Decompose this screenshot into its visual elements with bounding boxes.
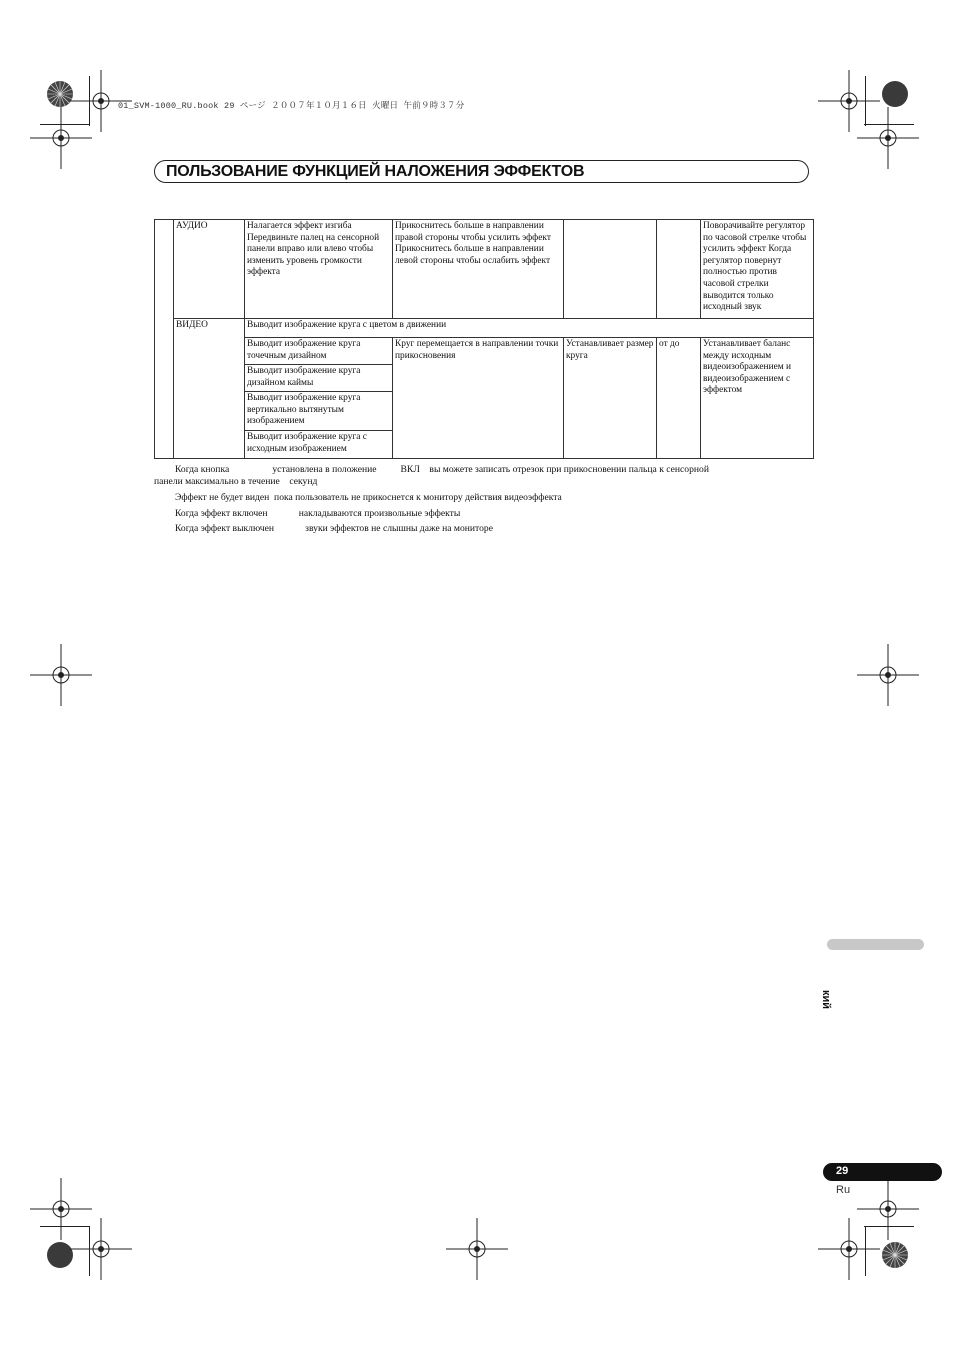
section-title-box	[154, 160, 809, 183]
note-3: Когда эффект включен накладываются произвольные эффекты	[175, 508, 461, 519]
registration-crosshair-icon	[857, 644, 919, 706]
table-cell-audio-label: АУДИО	[174, 220, 245, 319]
table-cell-video-description: Выводит изображение круга с цветом в движении	[245, 319, 814, 338]
table-cell-audio-touch: Прикоснитесь больше в направлении правой стороны чтобы усилить эффект Прикоснитесь больше в направлении левой стороны чтобы ослабить эффект	[393, 220, 564, 319]
table-row-video-sub	[155, 338, 814, 365]
table-cell-video-sub-item: Выводит изображение круга точечным дизайном	[245, 338, 393, 365]
note-1-line-2: панели максимально в течение секунд	[154, 476, 318, 487]
page-language: Ru	[836, 1184, 851, 1196]
effects-table	[154, 219, 814, 459]
table-cell-video-sub-item: Выводит изображение круга дизайном каймы	[245, 365, 393, 392]
table-cell-video-touch: Круг перемещается в направлении точки прикосновения	[393, 338, 564, 459]
table-row-audio	[155, 220, 814, 319]
table-row-video	[155, 319, 814, 338]
note-2: Эффект не будет виден пока пользователь не прикоснется к монитору действия видеоэффекта	[175, 492, 562, 503]
page-number-tab	[823, 1163, 942, 1181]
table-cell-video-param: Устанавливает размер круга	[564, 338, 657, 459]
registration-crosshair-icon	[857, 1178, 919, 1240]
note-1-line-1: Когда кнопка установлена в положение ВКЛ вы можете записать отрезок при прикосновении пальца к сенсорной	[175, 464, 709, 475]
registration-rosette-icon	[880, 1240, 910, 1270]
table-cell-video-label: ВИДЕО	[174, 319, 245, 459]
chapter-label: кий	[820, 990, 832, 1010]
registration-crosshair-icon	[30, 107, 92, 169]
table-cell-audio-range	[657, 220, 701, 319]
registration-crosshair-icon	[446, 1218, 508, 1280]
registration-crosshair-icon	[30, 644, 92, 706]
chapter-tab	[827, 939, 924, 950]
table-cell-blank	[155, 220, 174, 459]
page-number: 29	[836, 1165, 849, 1177]
table-cell-audio-description: Налагается эффект изгиба Передвиньте палец на сенсорной панели вправо или влево чтобы изменить уровень громкости эффекта	[245, 220, 393, 319]
section-title: ПОЛЬЗОВАНИЕ ФУНКЦИЕЙ НАЛОЖЕНИЯ ЭФФЕКТОВ	[166, 163, 585, 180]
table-cell-video-range: от до	[657, 338, 701, 459]
registration-dot-icon	[880, 79, 910, 109]
table-cell-video-sub-item: Выводит изображение круга с исходным изображением	[245, 431, 393, 459]
table-cell-video-knob: Устанавливает баланс между исходным видеоизображением и видеоизображением с эффектом	[701, 338, 814, 459]
table-cell-audio-knob: Поворачивайте регулятор по часовой стрелке чтобы усилить эффект Когда регулятор повернут полностью против часовой стрелки выводится только исходный звук	[701, 220, 814, 319]
registration-crosshair-icon	[857, 107, 919, 169]
table-cell-audio-param	[564, 220, 657, 319]
registration-crosshair-icon	[70, 1218, 132, 1280]
table-cell-video-sub-item: Выводит изображение круга вертикально вытянутым изображением	[245, 392, 393, 431]
print-header: 01_SVM-1000_RU.book 29 ページ ２００７年１０月１６日 火曜日 午前９時３７分	[118, 101, 465, 111]
note-4: Когда эффект выключен звуки эффектов не слышны даже на мониторе	[175, 523, 493, 534]
